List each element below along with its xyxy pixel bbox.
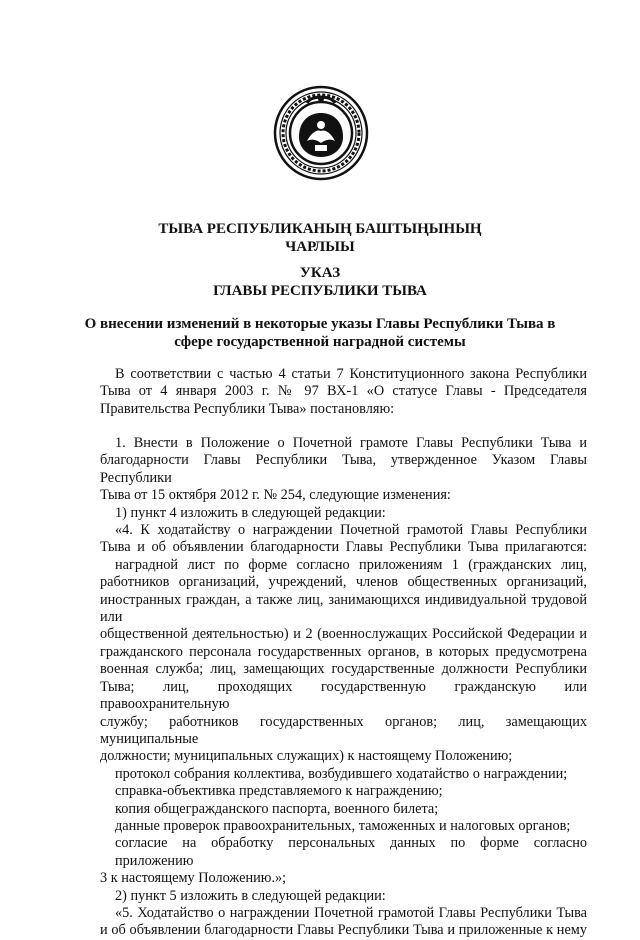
body-line: 1. Внести в Положение о Почетной грамоте Главы Республики Тыва и [115,435,587,451]
body-line: «4. К ходатайству о награждении Почетной грамотой Главы Республики [115,522,587,539]
body-line: военная служба; лиц, замещающих государственные должности Республики [100,661,587,678]
title-ukaz: УКАЗ [299,265,341,281]
header-line1: ТЫВА РЕСПУБЛИКАНЫҢ БАШТЫҢЫНЫҢ [158,221,482,237]
body-line: гражданского персонала государственных органов, в которых предусмотрена [100,643,587,660]
body-line: 2) пункт 5 изложить в следующей редакции: [115,887,386,904]
body-line: 1) пункт 4 изложить в следующей редакции: [115,504,386,521]
body-line: 3 к настоящему Положению.»; [100,870,287,887]
title-glavy: ГЛАВЫ РЕСПУБЛИКИ ТЫВА [213,283,427,299]
body-line: общественной деятельностью) и 2 (военнослужащих Российской Федерации и [100,626,587,643]
body-line: протокол собрания коллектива, возбудившего ходатайство о награждении; [115,765,568,782]
body-line: иностранных граждан, а также лиц, занимающихся индивидуальной трудовой или [100,591,587,626]
preamble-line: В соответствии с частью 4 статьи 7 Конституционного закона Республики [115,366,587,382]
body-line: и об объявлении благодарности Главы Республики Тыва и приложенные к нему [100,922,587,939]
body-line: службу; работников государственных органов; лиц, замещающих муниципальные [100,713,587,747]
body-line: данные проверок правоохранительных, таможенных и налоговых органов; [115,817,571,834]
body-line: работников организаций, учреждений, членов общественных организаций, [100,574,587,591]
body-line: справка-объективка представляемого к награждению; [115,783,443,800]
subject-line1: О внесении изменений в некоторые указы Главы Республики Тыва в [84,316,556,332]
body-line: Тыва от 15 октября 2012 г. № 254, следующие изменения: [100,487,451,504]
preamble [100,366,587,418]
body-line: Тыва; лиц, проходящих государственную гражданскую или правоохранительную [100,678,587,713]
body-line: «5. Ходатайство о награждении Почетной грамотой Главы Республики Тыва [115,904,587,921]
header-line2: ЧАРЛЫЫ [285,239,355,255]
body-line: Тыва и об объявлении благодарности Главы Республики Тыва прилагаются: [100,539,587,556]
body-line: наградной лист по форме согласно приложениям 1 (гражданских лиц, [115,556,587,573]
body-line: копия общегражданского паспорта, военного билета; [115,800,439,817]
body-line: благодарности Главы Республики Тыва, утвержденное Указом Главы Республики [100,452,587,486]
body-line: должности; муниципальных служащих) к настоящему Положению; [100,748,513,765]
item1 [100,435,587,940]
subject-line2: сфере государственной наградной системы [174,334,466,350]
tuva-coat-of-arms-icon [273,85,369,181]
body-line: согласие на обработку персональных данных по форме согласно приложению [115,835,587,869]
preamble-line: Правительства Республики Тыва» постановляю: [100,400,395,417]
preamble-line: Тыва от 4 января 2003 г. № 97 ВХ-1 «О статусе Главы - Председателя [100,383,587,400]
